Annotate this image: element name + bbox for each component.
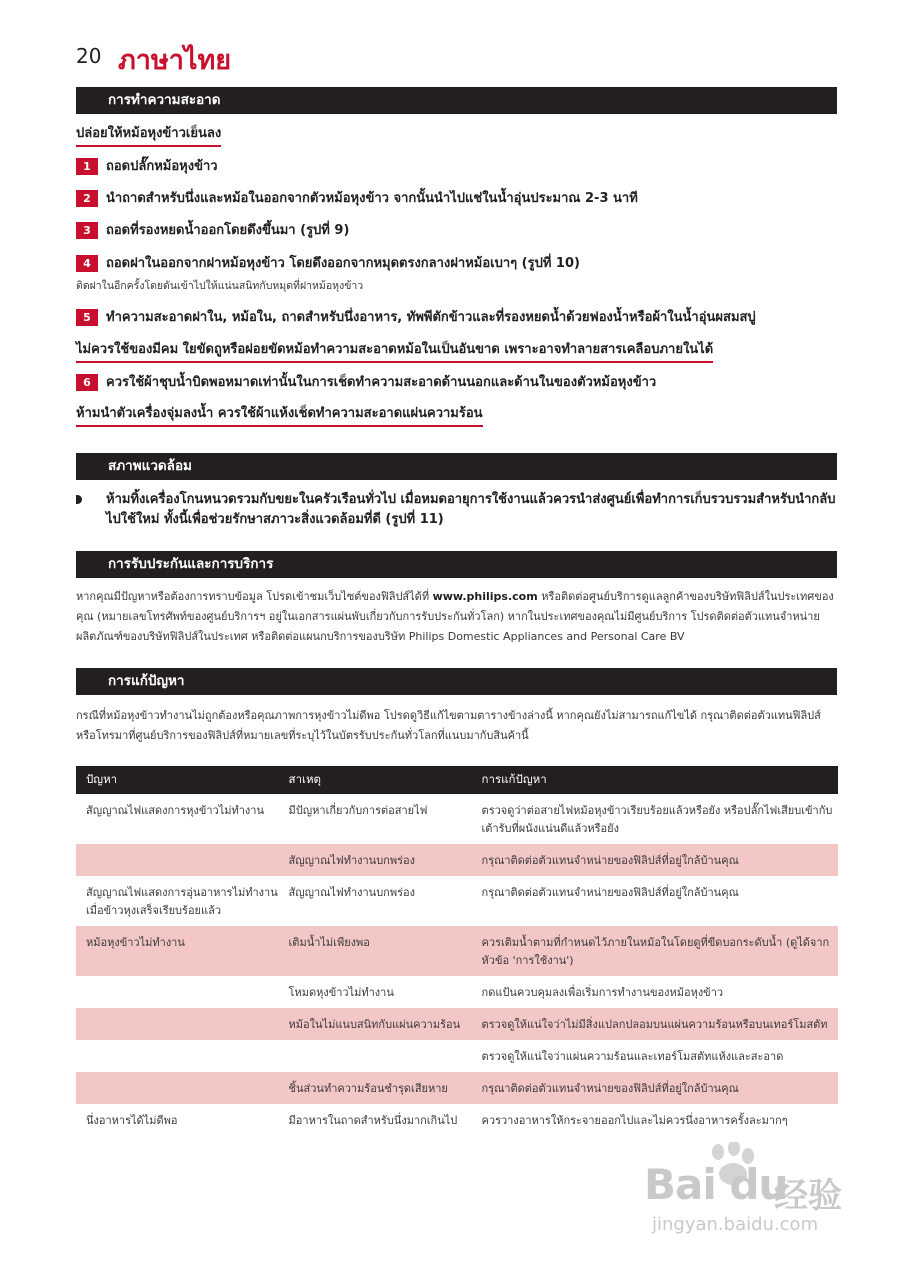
table-row [76, 1008, 838, 1040]
step-number: 1 [76, 158, 98, 175]
cell-cause: โหมดหุงข้าวไม่ทำงาน [288, 986, 394, 999]
cell-problem: สัญญาณไฟแสดงการอุ่นอาหารไม่ทำงานเมื่อข้าวหุงเสร็จเรียบร้อยแล้ว [86, 886, 278, 917]
baidu-logo-text: Bai du [644, 1160, 788, 1209]
step-text: ถอดฝาในออกจากฝาหม้อหุงข้าว โดยดึงออกจากหมุดตรงกลางฝาหม้อเบาๆ (รูปที่ 10) [106, 256, 580, 271]
cell-problem [76, 976, 279, 1008]
philips-url[interactable]: www.philips.com [432, 590, 538, 603]
table-row [76, 926, 838, 976]
section-title-environment: สภาพแวดล้อม [76, 453, 837, 480]
step-1 [76, 158, 218, 176]
cell-solution: ควรวางอาหารให้กระจายออกไปและไม่ควรนึ่งอาหารครั้งละมากๆ [481, 1114, 788, 1127]
cell-solution: กดแป้นควบคุมลงเพื่อเริ่มการทำงานของหม้อหุงข้าว [481, 986, 724, 999]
table-header-row [76, 766, 838, 794]
environment-text: ห้ามทิ้งเครื่องโกนหนวดรวมกับขยะในครัวเรือนทั่วไป เมื่อหมดอายุการใช้งานแล้วควรนำส่งศูนย์เพื่อทำการเก็บรวบรวมสำหรับนำกลับไปใช้ใหม่ ทั้งนี้เพื่อช่วยรักษาสภาวะสิ่งแวดล้อมที่ดี (รูปที่ 11) [106, 492, 836, 527]
table-row [76, 794, 838, 844]
warning-cool-down: ปล่อยให้หม้อหุงข้าวเย็นลง [76, 125, 221, 147]
table-row [76, 844, 838, 876]
step-4 [76, 255, 580, 273]
bullet-icon [76, 495, 82, 504]
cell-cause: เติมน้ำไม่เพียงพอ [279, 926, 472, 976]
cell-solution: ตรวจดูให้แน่ใจว่าไม่มีสิ่งแปลกปลอมบนแผ่นความร้อนหรือบนเทอร์โมสตัท [472, 1008, 838, 1040]
cell-cause: มีอาหารในถาดสำหรับนึ่งมากเกินไป [288, 1114, 458, 1127]
step-6 [76, 374, 656, 392]
baidu-jingyan-text: 经验 [774, 1176, 842, 1216]
column-header-cause: สาเหตุ [279, 766, 472, 794]
step-number: 6 [76, 374, 98, 391]
warning-scourer: ไม่ควรใช้ของมีคม ใยขัดถูหรือฝอยขัดหม้อทำความสะอาดหม้อในเป็นอันขาด เพราะอาจทำลายสารเคลือบภายในได้ [76, 341, 713, 363]
step-4-note: ติดฝาในอีกครั้งโดยดันเข้าไปให้แน่นสนิทกับหมุดที่ฝาหม้อหุงข้าว [76, 280, 364, 292]
cell-solution: กรุณาติดต่อตัวแทนจำหน่ายของฟิลิปส์ที่อยู่ใกล้บ้านคุณ [481, 886, 739, 899]
step-text: ถอดที่รองหยดน้ำออกโดยดึงขึ้นมา (รูปที่ 9) [106, 223, 350, 238]
step-text: ควรใช้ผ้าชุบน้ำบิดพอหมาดเท่านั้นในการเช็ดทำความสะอาดด้านนอกและด้านในของตัวหม้อหุงข้าว [106, 375, 657, 390]
table-row [76, 1072, 838, 1104]
cell-problem: หม้อหุงข้าวไม่ทำงาน [76, 926, 279, 976]
warranty-text-after: หรือติดต่อศูนย์บริการดูแลลูกค้าของบริษัทฟิลิปส์ในประเทศของคุณ (หมายเลขโทรศัพท์ของศูนย์บริการฯ อยู่ในเอกสารแผ่นพับเกี่ยวกับการรับประกันทั่วโลก) หากในประเทศของคุณไม่มีศูนย์บริการ โปรดติดต่อตัวแทนจำหน่ายผลิตภัณฑ์ของบริษัทฟิลิปส์ในประเทศ หรือติดต่อแผนกบริการของบริษัท Philips Domestic Appliances and Personal Care BV [76, 590, 834, 643]
environment-item [76, 490, 838, 530]
cell-cause: ชิ้นส่วนทำความร้อนชำรุดเสียหาย [279, 1072, 472, 1104]
step-number: 2 [76, 190, 98, 207]
cell-solution: กรุณาติดต่อตัวแทนจำหน่ายของฟิลิปส์ที่อยู่ใกล้บ้านคุณ [472, 844, 838, 876]
step-3 [76, 222, 349, 240]
step-text: ทำความสะอาดฝาใน, หม้อใน, ถาดสำหรับนึ่งอาหาร, ทัพพีตักข้าวและที่รองหยดน้ำด้วยฟองน้ำหรือผ้าในน้ำอุ่นผสมสบู่ [106, 310, 756, 325]
cell-cause: สัญญาณไฟทำงานบกพร่อง [288, 886, 415, 899]
warranty-text-before: หากคุณมีปัญหาหรือต้องการทราบข้อมูล โปรดเข้าชมเว็บไซต์ของฟิลิปส์ได้ที่ [76, 590, 433, 603]
page-number: 20 [76, 44, 102, 68]
language-title: ภาษาไทย [118, 45, 232, 76]
section-title-cleaning: การทำความสะอาด [76, 87, 837, 114]
section-title-warranty: การรับประกันและการบริการ [76, 551, 837, 578]
cell-solution: กรุณาติดต่อตัวแทนจำหน่ายของฟิลิปส์ที่อยู่ใกล้บ้านคุณ [472, 1072, 838, 1104]
step-number: 3 [76, 222, 98, 239]
table-row [76, 876, 838, 926]
warning-water: ห้ามนำตัวเครื่องจุ่มลงน้ำ ควรใช้ผ้าแห้งเช็ดทำความสะอาดแผ่นความร้อน [76, 405, 483, 427]
cell-solution: ตรวจดูว่าต่อสายไฟหม้อหุงข้าวเรียบร้อยแล้วหรือยัง หรือปลั๊กไฟเสียบเข้ากับเต้ารับที่ผนังแน่นดีแล้วหรือยัง [481, 804, 833, 835]
cell-solution: ตรวจดูให้แน่ใจว่าแผ่นความร้อนและเทอร์โมสตัทแห้งและสะอาด [481, 1050, 784, 1063]
section-title-troubleshooting: การแก้ปัญหา [76, 668, 837, 695]
cell-problem [76, 1040, 279, 1072]
step-number: 4 [76, 255, 98, 272]
table-row [76, 976, 838, 1008]
cell-cause: หม้อในไม่แนบสนิทกับแผ่นความร้อน [279, 1008, 472, 1040]
step-number: 5 [76, 309, 98, 326]
cell-cause: มีปัญหาเกี่ยวกับการต่อสายไฟ [288, 804, 428, 817]
cell-problem [76, 844, 279, 876]
cell-problem [76, 1072, 279, 1104]
warranty-text [76, 587, 838, 647]
cell-problem [76, 1008, 279, 1040]
cell-problem: นึ่งอาหารได้ไม่ดีพอ [86, 1114, 178, 1127]
cell-cause [279, 1040, 472, 1072]
column-header-problem: ปัญหา [76, 766, 279, 794]
step-text: นำถาดสำหรับนึ่งและหม้อในออกจากตัวหม้อหุงข้าว จากนั้นนำไปแช่ในน้ำอุ่นประมาณ 2-3 นาที [106, 191, 638, 206]
baidu-watermark [642, 1150, 862, 1260]
troubleshooting-intro: กรณีที่หม้อหุงข้าวทำงานไม่ถูกต้องหรือคุณภาพการหุงข้าวไม่ดีพอ โปรดดูวิธีแก้ไขตามตารางข้างล่างนี้ หากคุณยังไม่สามารถแก้ไขได้ กรุณาติดต่อตัวแทนฟิลิปส์หรือโทรมาที่ศูนย์บริการของฟิลิปส์ที่หมายเลขที่ระบุไว้ในบัตรรับประกันทั่วโลกที่แนบมากับสินค้านี้ [76, 709, 821, 742]
step-5 [76, 309, 756, 327]
step-2 [76, 190, 638, 208]
cell-cause: สัญญาณไฟทำงานบกพร่อง [279, 844, 472, 876]
troubleshooting-table [76, 766, 838, 1136]
baidu-url: jingyan.baidu.com [652, 1214, 819, 1235]
cell-problem: สัญญาณไฟแสดงการหุงข้าวไม่ทำงาน [86, 804, 264, 817]
step-text: ถอดปลั๊กหม้อหุงข้าว [106, 159, 218, 174]
column-header-solution: การแก้ปัญหา [472, 766, 838, 794]
table-row [76, 1104, 838, 1136]
cell-solution: ควรเติมน้ำตามที่กำหนดไว้ภายในหม้อในโดยดูที่ขีดบอกระดับน้ำ (ดูได้จากหัวข้อ 'การใช้งาน') [472, 926, 838, 976]
table-row [76, 1040, 838, 1072]
